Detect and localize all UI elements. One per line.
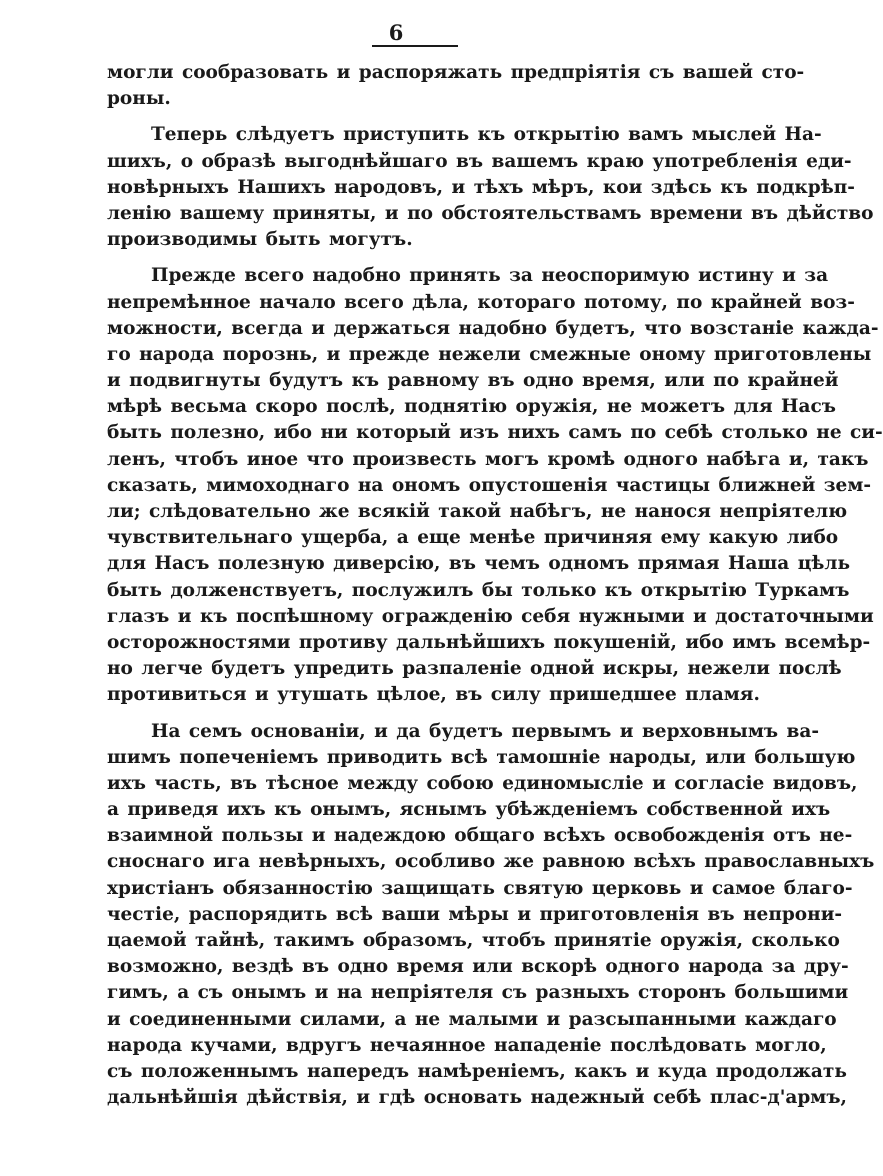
- text-line: сказать, мимоходнаго на ономъ опустошенія частицы ближней зем-: [107, 474, 872, 496]
- text-line: непремѣнное начало всего дѣла, котораго потому, по крайней воз-: [107, 291, 855, 313]
- text-line: могли сообразовать и распоряжать предпріятія съ вашей сто-: [107, 62, 805, 83]
- paragraph: [107, 263, 883, 708]
- text-line: и подвигнуты будутъ къ равному въ одно время, или по крайней: [107, 370, 839, 392]
- paragraph: [107, 122, 874, 253]
- text-line: мѣрѣ весьма скоро послѣ, поднятію оружія, не можетъ для Насъ: [107, 396, 836, 418]
- paragraph-gap: [107, 112, 737, 122]
- text-line: гимъ, а съ онымъ и на непріятеля съ разныхъ сторонъ большими: [107, 982, 849, 1004]
- text-line: ихъ часть, въ тѣсное между собою единомысліе и согласіе видовъ,: [107, 772, 858, 794]
- text-line: осторожностями противу дальнѣйшихъ покушеній, ибо имъ всемѣр-: [107, 631, 871, 653]
- text-line: но легче будетъ упредить разпаленіе одной искры, нежели послѣ: [107, 658, 842, 680]
- text-line: ли; слѣдовательно же всякій такой набѣгъ, не нанося непріятелю: [107, 501, 848, 522]
- text-line: и соединенными силами, а не малыми и разсыпанными каждаго: [107, 1008, 837, 1030]
- text-line: дальнѣйшія дѣйствія, и гдѣ основать надежный себѣ плас-д'армъ,: [107, 1087, 847, 1109]
- text-line: чувствительнаго ущерба, а еще менѣе причиняя ему какую либо: [107, 527, 839, 549]
- text-line: го народа порознь, и прежде нежели смежные оному приготовлены: [107, 343, 872, 365]
- text-line: сноснаго ига невѣрныхъ, особливо же равною всѣхъ православныхъ: [107, 851, 875, 873]
- text-line: можности, всегда и держаться надобно будетъ, что возстаніе кажда-: [107, 317, 879, 339]
- paragraph: [107, 60, 805, 112]
- text-line: честіе, распорядить всѣ ваши мѣры и приготовленія въ непрони-: [107, 903, 843, 925]
- text-line: ленъ, чтобъ иное что произвесть могъ кромѣ одного набѣга и, такъ: [107, 448, 869, 470]
- text-line: шихъ, о образѣ выгоднѣйшаго въ вашемъ краю употребленія еди-: [107, 150, 852, 172]
- text-line: шимъ попеченіемъ приводить всѣ тамошніе народы, или большую: [107, 746, 856, 768]
- text-line: христіанъ обязанностію защищать святую церковь и самое благо-: [107, 877, 853, 899]
- text-line: быть полезно, ибо ни который изъ нихъ самъ по себѣ столько не си-: [107, 422, 883, 444]
- text-line: противиться и утушать цѣлое, въ силу пришедшее пламя.: [107, 684, 760, 706]
- text-line: ленію вашему приняты, и по обстоятельствамъ времени въ дѣйство: [107, 202, 874, 224]
- text-line: глазъ и къ поспѣшному огражденію себя нужными и достаточными: [107, 605, 874, 627]
- text-line: цаемой тайнѣ, такимъ образомъ, чтобъ принятіе оружія, сколько: [107, 930, 840, 951]
- text-line: производимы быть могутъ.: [107, 229, 413, 251]
- text-line: Прежде всего надобно принять за неоспоримую истину и за: [151, 265, 829, 287]
- text-line: взаимной пользы и надеждою общаго всѣхъ освобожденія отъ не-: [107, 825, 853, 847]
- body-text: [107, 60, 883, 1111]
- header-rule: [372, 45, 458, 47]
- text-line: На семъ основаніи, и да будетъ первымъ и верховнымъ ва-: [151, 720, 820, 742]
- text-line: быть долженствуетъ, послужилъ бы только къ открытію Туркамъ: [107, 579, 850, 601]
- paragraph-gap: [107, 253, 737, 263]
- text-line: новѣрныхъ Нашихъ народовъ, и тѣхъ мѣръ, кои здѣсь къ подкрѣп-: [107, 176, 855, 198]
- paragraph: [107, 719, 875, 1112]
- text-line: народа кучами, вдругъ нечаянное нападеніе послѣдовать могло,: [107, 1034, 827, 1056]
- text-line: Теперь слѣдуетъ приступить къ открытію вамъ мыслей На-: [151, 124, 822, 146]
- text-line: возможно, вездѣ въ одно время или вскорѣ одного народа за дру-: [107, 956, 849, 978]
- text-line: съ положеннымъ напередъ намѣреніемъ, какъ и куда продолжать: [107, 1060, 847, 1082]
- text-line: для Насъ полезную диверсію, въ чемъ одномъ прямая Наша цѣль: [107, 553, 851, 575]
- paragraph-gap: [107, 709, 737, 719]
- text-line: роны.: [107, 88, 171, 110]
- page-number: 6: [388, 20, 404, 45]
- text-line: а приведя ихъ къ онымъ, яснымъ убѣжденіемъ собственной ихъ: [107, 799, 831, 821]
